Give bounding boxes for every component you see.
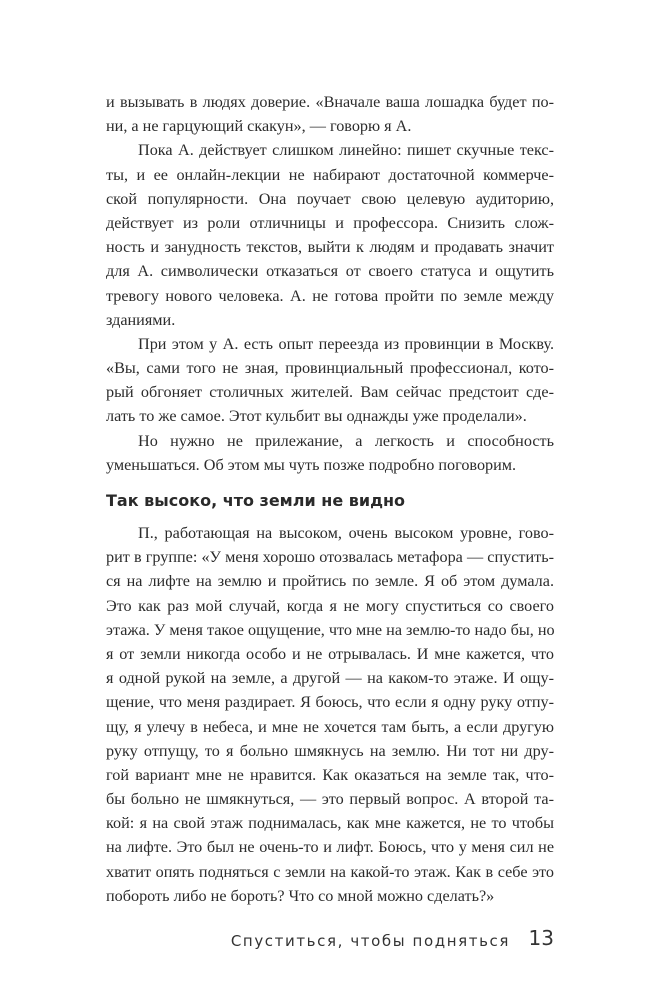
text-line: Но нужно не прилежание, а легкость и способность [138,431,554,450]
text-line: ся на лифте на землю и пройтись по земле. Я об этом думала. [106,572,554,591]
text-block-bottom [106,521,554,908]
text-line: рит в группе: «У меня хорошо отозвалась метафора — спустить- [106,548,554,567]
page-footer [106,926,554,954]
text-line: бы больно не шмякнуться, — это первый вопрос. А второй та- [106,790,554,809]
text-line: руку отпущу, то я больно шмякнусь на землю. Ни тот ни дру- [106,741,554,760]
text-line: ской популярности. Она поучает свою целевую аудиторию, [106,189,554,208]
text-line: ни, а не гарцующий скакун», — говорю я А. [106,117,412,136]
text-line: на лифте. Это был не очень-то и лифт. Боюсь, что у меня сил не [106,838,554,857]
text-line: ность и занудность текстов, выйти к людям и продавать значит [106,238,554,257]
text-line: и вызывать в людях доверие. «Вначале ваша лошадка будет по- [106,93,554,111]
text-line: Пока А. действует слишком линейно: пишет скучные текс- [138,141,554,160]
text-line: рый обгоняет столичных жителей. Вам сейчас предстоит сде- [106,383,554,402]
text-line: зданиями. [106,310,176,329]
section-heading: Так высоко, что земли не видно [106,491,406,510]
text-line: П., работающая на высоком, очень высоком уровне, гово- [138,524,554,542]
text-line: щу, я улечу в небеса, и мне не хочется там быть, а если другую [106,717,554,736]
text-line: щение, что меня раздирает. Я боюсь, что если я одну руку отпу- [106,693,554,712]
text-line: ты, и ее онлайн-лекции не набирают достаточной коммерче- [106,165,554,184]
text-line: хватит опять подняться с земли на какой-то этаж. Как в себе это [106,862,554,881]
text-line: уменьшаться. Об этом мы чуть позже подробно поговорим. [106,455,517,474]
text-line: кой: я на свой этаж поднималась, как мне кажется, не то чтобы [106,814,554,833]
page-number: 13 [528,926,554,950]
text-line: я от земли никогда особо и не отрывалась. И мне кажется, что [106,644,554,663]
text-block-top [106,90,554,477]
text-line: «Вы, сами того не зная, провинциальный профессионал, кото- [106,359,554,378]
text-line: я одной рукой на земле, а другой — на каком-то этаже. И ощу- [106,669,554,688]
text-line: для А. символически отказаться от своего статуса и ощутить [106,262,554,281]
text-line: гой вариант мне не нравится. Как оказаться на земле так, что- [106,765,554,784]
text-line: При этом у А. есть опыт переезда из провинции в Москву. [138,334,554,353]
text-line: лать то же самое. Этот кульбит вы однажды уже проделали». [106,407,527,426]
text-line: Это как раз мой случай, когда я не могу спуститься со своего [106,596,554,615]
text-line: тревогу нового человека. А. не готова пройти по земле между [106,286,554,305]
text-line: побороть либо не бороть? Что со мной можно сделать?» [106,886,495,905]
text-line: действует из роли отличницы и профессора. Снизить слож- [106,213,554,232]
running-title: Спуститься, чтобы подняться [230,932,510,950]
text-line: этажа. У меня такое ощущение, что мне на землю-то надо бы, но [106,620,555,639]
